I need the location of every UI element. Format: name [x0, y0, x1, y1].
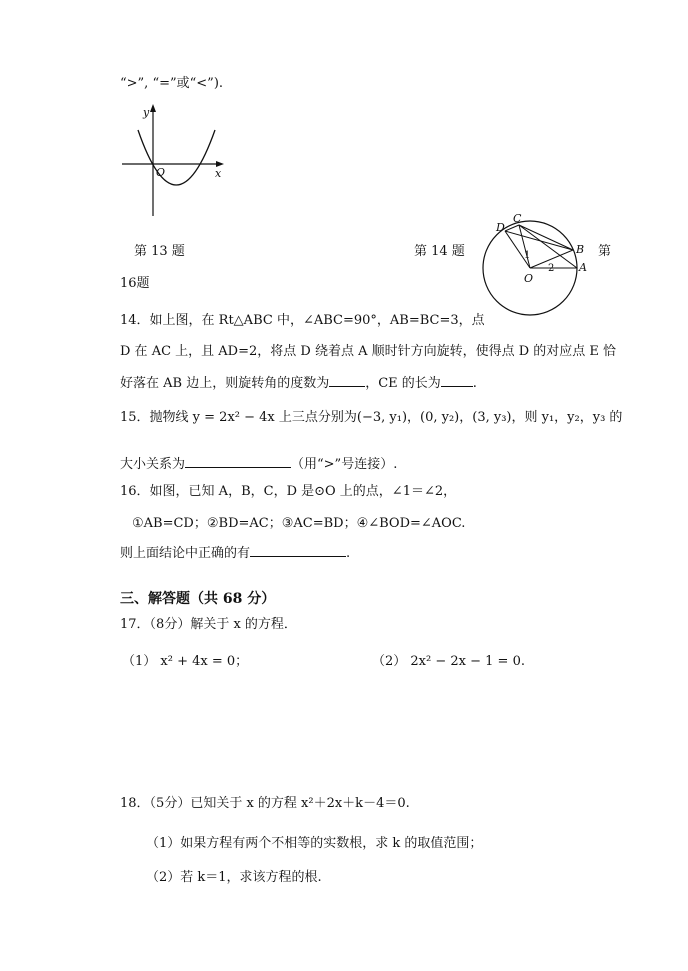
q14-line1: 14．如上图，在 Rt△ABC 中，∠ABC=90°，AB=BC=3，点	[120, 313, 485, 328]
fig16-caption-part1: 第	[598, 244, 612, 259]
fig14-label-O: O	[524, 272, 534, 285]
fig14-label-A: A	[579, 261, 587, 274]
fig14-angle1-label: 1	[524, 250, 531, 261]
fig14-label-C: C	[513, 212, 522, 225]
q14-line3b: ，CE 的长为	[365, 376, 441, 391]
q14-line2: D 在 AC 上，且 AD=2，将点 D 绕着点 A 顺时针方向旋转，使得点 D 的对应点 E 恰	[120, 344, 617, 359]
q16-line3	[120, 542, 350, 561]
q16-line3a: 则上面结论中正确的有	[120, 546, 251, 561]
q18-part2: （2）若 k＝1，求该方程的根.	[146, 870, 322, 885]
section3-heading: 三、解答题（共 68 分）	[120, 591, 276, 607]
q16-answer-blank[interactable]	[250, 544, 346, 557]
q15-line2b: （用“>”号连接）.	[291, 457, 398, 472]
fig14-label-D: D	[496, 221, 505, 234]
fig16-caption-part2: 16题	[120, 276, 150, 291]
q16-line3b: .	[346, 546, 351, 561]
fig14-angle2-label: 2	[548, 263, 555, 274]
q18-part1: （1）如果方程有两个不相等的实数根，求 k 的取值范围；	[146, 836, 483, 851]
q17-part1: （1） x² + 4x = 0；	[122, 654, 249, 669]
q15-line2	[120, 453, 397, 472]
q14-answer-blank-angle[interactable]	[329, 374, 365, 387]
fig14-circle-figure	[480, 208, 590, 318]
fig14-label-B: B	[576, 243, 585, 256]
fig13-caption: 第 13 题	[134, 244, 185, 259]
q14-line3	[120, 372, 477, 391]
q14-answer-blank-ce[interactable]	[441, 374, 473, 387]
fig13-parabola-figure	[118, 100, 228, 218]
top-line: “>”, “=”或“<”).	[120, 76, 224, 91]
q15-line2a: 大小关系为	[120, 457, 186, 472]
q15-answer-blank[interactable]	[185, 455, 291, 468]
q18-stem: 18．（5分）已知关于 x 的方程 x²＋2x＋k－4＝0.	[120, 796, 410, 811]
fig13-origin-label: O	[156, 166, 166, 179]
q14-line3c: .	[472, 376, 477, 391]
fig13-x-label: x	[215, 167, 222, 180]
fig14-caption: 第 14 题	[414, 244, 465, 259]
q17-part2: （2） 2x² − 2x − 1 = 0.	[372, 654, 525, 669]
fig13-y-label: y	[143, 106, 150, 119]
q15-line1: 15．抛物线 y = 2x² − 4x 上三点分别为(−3, y₁)，(0, y₂)，(3, y₃)，则 y₁，y₂，y₃ 的	[120, 410, 623, 425]
q16-line2: ①AB=CD；②BD=AC；③AC=BD；④∠BOD=∠AOC.	[132, 516, 466, 531]
q17-stem: 17．（8分）解关于 x 的方程．	[120, 617, 297, 632]
q16-line1: 16．如图，已知 A，B，C，D 是⊙O 上的点，∠1＝∠2，	[120, 484, 457, 499]
q14-line3a: 好落在 AB 边上，则旋转角的度数为	[120, 376, 330, 391]
